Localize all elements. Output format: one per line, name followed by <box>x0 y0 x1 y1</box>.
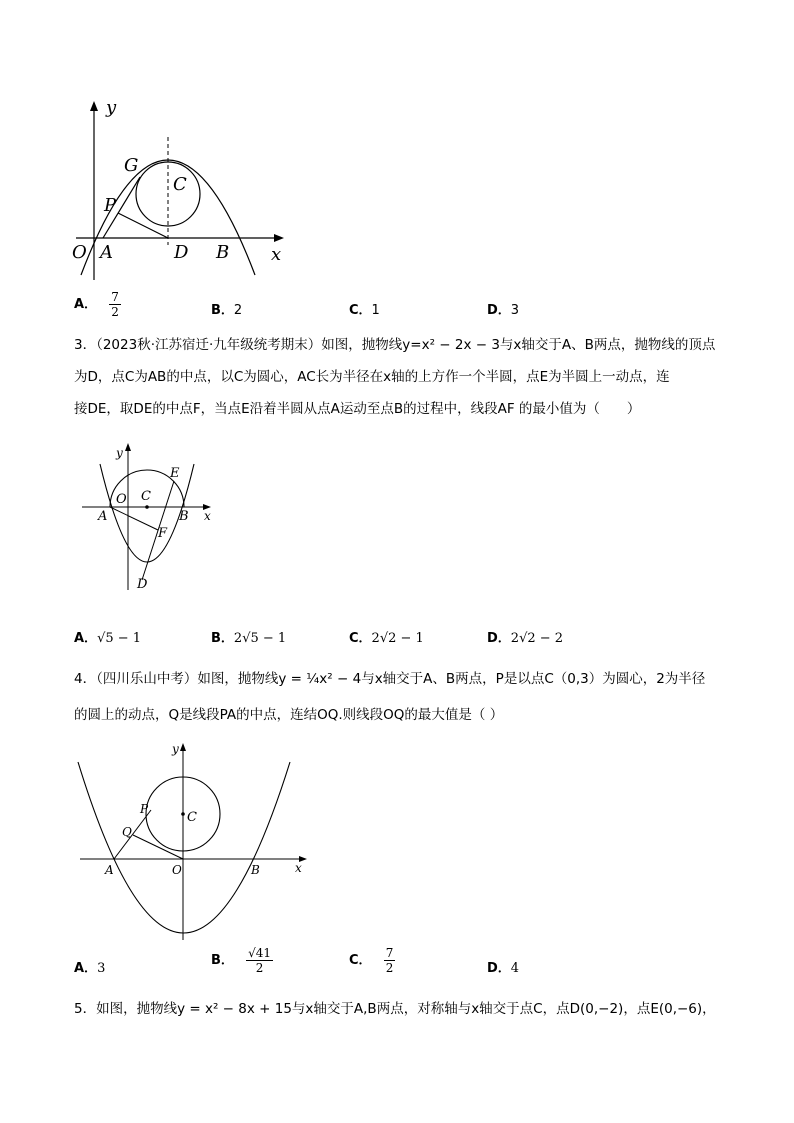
fig3-label-P: P <box>140 802 149 816</box>
fig1-label-y: y <box>106 97 117 118</box>
fig3-label-Q: Q <box>122 825 132 839</box>
q3-option-a[interactable]: A．√5 − 1 <box>74 631 142 646</box>
q2-option-a-letter: A． <box>74 297 98 312</box>
fig1-label-G: G <box>124 155 139 176</box>
q4-line-1: 4．（四川乐山中考）如图，抛物线y = ¼x² − 4与x轴交于A、B两点，P是以点C（0,3）为圆心，2为半径 <box>74 671 706 687</box>
fig1-label-C: C <box>173 174 187 195</box>
q2-option-d[interactable]: D．3 <box>487 303 520 318</box>
q4-option-d[interactable]: D．4 <box>487 961 520 976</box>
fig1-label-D: D <box>174 242 189 263</box>
q2-option-c[interactable]: C．1 <box>349 303 380 318</box>
q4-option-c[interactable]: C． $\frac{7}{2}$ <box>349 946 394 975</box>
fig2-label-C: C <box>141 489 151 504</box>
fig2-label-y: y <box>116 446 123 460</box>
fig3-label-A: A <box>105 863 114 877</box>
q2-option-b[interactable]: B．2 <box>211 303 243 318</box>
q3-line-1: 3．（2023秋·江苏宿迁·九年级统考期末）如图，抛物线y=x² − 2x − 3与x轴交于A、B两点，抛物线的顶点 <box>74 337 716 353</box>
fig2-label-D: D <box>137 577 148 592</box>
q3-option-b[interactable]: B．2√5 − 1 <box>211 631 287 646</box>
q5-line-1: 5．如图，抛物线y = x² − 8x + 15与x轴交于A,B两点，对称轴与x轴交于点C，点D(0,−2)，点E(0,−6)， <box>74 1001 716 1017</box>
figure-3-parabola-circle <box>74 740 310 945</box>
fig2-label-x: x <box>204 509 211 523</box>
fig3-label-x: x <box>295 861 302 875</box>
fig2-label-A: A <box>98 509 108 524</box>
figure-1-parabola-circle <box>66 95 296 285</box>
fig3-label-C: C <box>187 810 197 825</box>
q3-line-2: 为D，点C为AB的中点，以C为圆心，AC长为半径在x轴的上方作一个半圆，点E为半圆上一动点，连 <box>74 369 670 385</box>
fig1-label-P: P <box>104 195 117 216</box>
q4-option-a[interactable]: A．3 <box>74 961 106 976</box>
fig2-label-B: B <box>179 509 189 524</box>
fig3-label-B: B <box>251 863 260 877</box>
fig3-label-y: y <box>172 742 179 756</box>
fig1-label-x: x <box>271 244 282 265</box>
q3-line-3: 接DE，取DE的中点F，当点E沿着半圆从点A运动至点B的过程中，线段AF 的最小值为（ ） <box>74 401 641 417</box>
q4-option-c-fraction: $\frac{7}{2}$ <box>385 946 394 975</box>
fig2-label-E: E <box>170 466 180 481</box>
fig2-label-F: F <box>158 526 168 541</box>
figure-2-parabola-semicircle <box>78 440 223 592</box>
fig1-label-O: O <box>72 242 87 263</box>
q4-option-b-fraction: $\frac{√41}{2}$ <box>248 946 271 975</box>
q2-option-a[interactable] <box>74 290 121 319</box>
q4-line-2: 的圆上的动点，Q是线段PA的中点，连结OQ.则线段OQ的最大值是（ ） <box>74 707 504 723</box>
fig3-label-O: O <box>172 863 182 877</box>
fig1-label-B: B <box>216 242 230 263</box>
fig1-label-A: A <box>100 242 113 263</box>
q2-option-a-fraction: $\frac{7}{2}$ <box>111 290 119 319</box>
q3-option-d[interactable]: D．2√2 − 2 <box>487 631 564 646</box>
q3-option-c[interactable]: C．2√2 − 1 <box>349 631 424 646</box>
q4-option-b[interactable]: B． $\frac{√41}{2}$ <box>211 946 271 975</box>
fig2-label-O: O <box>116 492 127 507</box>
